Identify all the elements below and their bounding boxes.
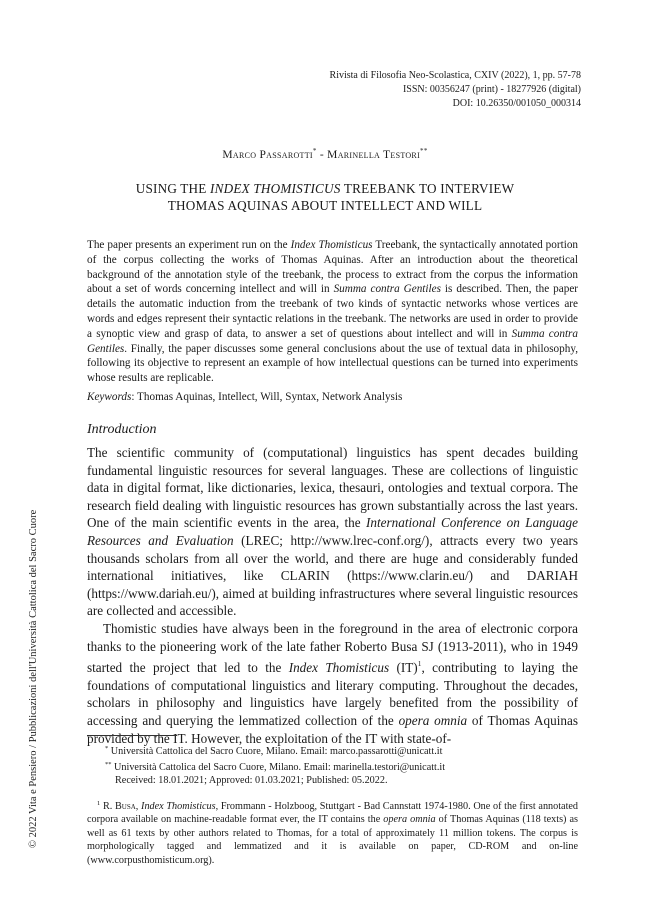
abstract-italic: Summa contra Gentiles [87,327,578,355]
body-text [87,444,578,747]
footnote-italic: Index Thomisticus [141,801,216,812]
body-text-run: (LREC; http://www.lrec-conf.org/), attracts every two years thousands scholars from all over the world, and there are huge and considerably funded international initiatives, like CLARIN (https://www.clarin.eu/) and DARIAH (https://www.dariah.eu/), aimed at building infrastructures where several linguistic resources are collected and accessible. [87,532,578,619]
affiliation-mark: ** [105,761,112,768]
footnote-mark: 1 [97,800,101,807]
abstract-italic: Index Thomisticus [290,239,373,251]
footnote-text: , Frommann - Holzboog, Stuttgart - Bad Cannstatt 1974-1980. One of the first annotated corpora available on machine-readable format ever, the IT contains the [87,801,579,826]
copyright-notice: © 2022 Vita e Pensiero / Pubblicazioni dell'Università Cattolica del Sacro Cuore [28,509,39,848]
affiliation-mark: * [105,745,109,752]
affiliations [105,742,575,787]
journal-issn: ISSN: 00356247 (print) - 18277926 (digital) [402,84,581,95]
journal-info [261,69,581,111]
author-1-mark: * [312,147,317,155]
body-italic: opera omnia [398,712,468,728]
title-line-1 [60,180,590,197]
abstract-italic: Summa contra Gentiles [333,283,441,296]
affiliation-text: Università Cattolica del Sacro Cuore, Milano. Email: marco.passarotti@unicatt.it [108,746,443,757]
title-line-2: THOMAS AQUINAS ABOUT INTELLECT AND WILL [167,198,483,213]
paper-title [60,180,590,214]
body-text-run: Thomistic studies have always been in the foreground in the area of electronic corpora thanks to the pioneering work of the late father Roberto Busa SJ (1913-2011), who in 1949 started the project that led to the [87,620,578,676]
body-italic: International Conference on Language Resources and Evaluation [87,515,578,548]
affiliation-text: Università Cattolica del Sacro Cuore, Milano. Email: marinella.testori@unicatt.it [111,762,446,773]
body-paragraph [87,620,578,747]
journal-doi: DOI: 10.26350/001050_000314 [452,98,581,109]
affiliation-1 [105,742,575,758]
author-2: Marinella Testori [327,149,421,161]
abstract-text: is described. Then, the paper details the automatic induction from the treebank of two kinds of syntactic networks whose vertices are words and edges represent their syntactic relations in the treebank. The networks are used in order to provide a synoptic view and grasp of data, to answer a set of questions about intellect and will in [87,283,579,340]
footnote-text: , [135,801,142,812]
body-italic: Index Thomisticus [288,660,390,676]
abstract [87,238,578,386]
body-text-run: The scientific community of (computational) linguistics has spent decades building fundamental linguistic resources for several languages. These are collections of linguistic data in digital format, like dictionaries, lexica, thesauri, ontologies and textual corpora. The research field dealing with linguistic resources has grown substantially across the last years. One of the main scientific events in the area, the [87,445,578,531]
body-text-run: of Thomas Aquinas provided by the IT. However, the exploitation of the IT with state-of- [87,712,578,746]
abstract-text: . Finally, the paper discusses some general conclusions about the use of textual data in philosophy, following its objective to represent an example of how intellectual questions can be turned into experiments whose results are replicable. [87,342,578,385]
title-prefix: USING THE [135,181,211,196]
title-italic: INDEX THOMISTICUS [210,181,341,196]
journal-citation: Rivista di Filosofia Neo-Scolastica, CXIV (2022), 1, pp. 57-78 [329,70,581,81]
author-1: Marco Passarotti [222,149,313,161]
footnote-1 [87,797,578,867]
footnote-author: R. Busa [102,801,136,812]
abstract-text: Treebank, the syntactically annotated portion of the corpus collecting the works of Thomas Aquinas. After an introduction about the theoretical background of the annotation style of the treebank, the process to extract from the corpus the information about a set of words concerning intellect and will in [87,239,579,296]
section-heading: Introduction [87,422,157,437]
footnote-ref: 1 [417,659,422,669]
abstract-text: The paper presents an experiment run on the [87,239,291,251]
author-separator: - [316,149,328,161]
author-2-mark: ** [420,147,428,155]
body-text-run: , contributing to laying the foundations of computational linguistics and literary computing. Throughout the decades, scholars in philosophy and linguistics have largely benefited from the possibility of accessing and querying the lemmatized collection of the [87,660,579,728]
publication-dates: Received: 18.01.2021; Approved: 01.03.2021; Published: 05.2022. [115,775,388,786]
affiliation-2 [105,758,575,774]
title-suffix: TREEBANK TO INTERVIEW [340,181,515,196]
keywords-label: Keywords [87,391,132,403]
footnote-divider [87,735,177,736]
footnote-italic: opera omnia [383,814,436,826]
footnote-text: of Thomas Aquinas (118 texts) as well as 61 texts by other authors related to Thomas, for a total of approximately 11 million tokens. The corpus is morphologically tagged and lemmatized and it is available on paper, CD-ROM and on-line (www.corpusthomisticum.org). [87,814,578,866]
body-paragraph [87,444,578,620]
body-text-run: (IT) [389,660,418,676]
author-line [0,147,650,161]
keywords-text: : Thomas Aquinas, Intellect, Will, Syntax, Network Analysis [131,391,403,403]
keywords [87,390,578,404]
